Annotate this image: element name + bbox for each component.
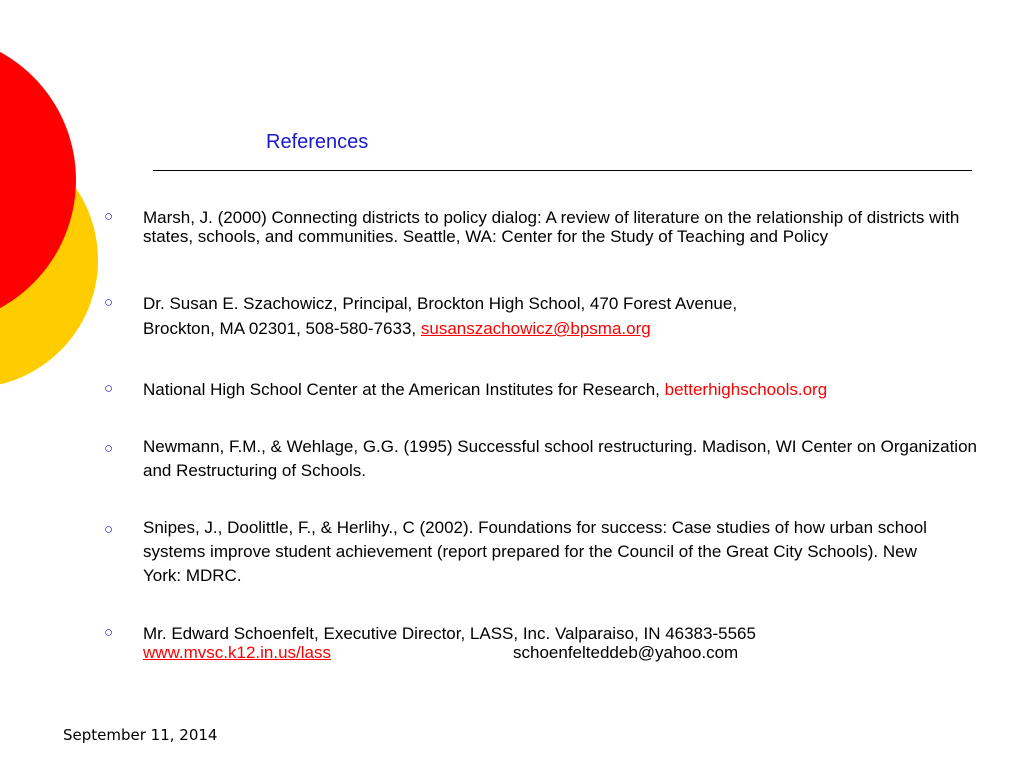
slide-title: References [266, 131, 369, 153]
bullet-icon: ○ [104, 294, 114, 311]
footer-date: September 11, 2014 [63, 726, 218, 744]
reference-item-newmann [104, 435, 994, 483]
reference-text: Newmann, F.M., & Wehlage, G.G. (1995) Successful school restructuring. Madison, WI Center on Organization and Restructuring of Schools. [143, 437, 977, 480]
email-link-szachowicz[interactable]: susanszachowicz@bpsma.org [420, 319, 651, 338]
reference-line-1: Dr. Susan E. Szachowicz, Principal, Brockton High School, 470 Forest Avenue, [143, 294, 738, 313]
reference-line-1: Mr. Edward Schoenfelt, Executive Director, LASS, Inc. Valparaiso, IN 46383-5565 [143, 624, 756, 643]
reference-item-schoenfelt [104, 624, 994, 662]
yellow-circle [0, 132, 98, 388]
bullet-icon: ○ [104, 380, 114, 397]
bullet-icon: ○ [104, 208, 114, 225]
bullet-icon: ○ [104, 624, 114, 641]
bullet-icon: ○ [104, 440, 114, 457]
reference-item-marsh [104, 208, 994, 246]
address-text: Brockton, MA 02301, 508-580-7633, [143, 319, 421, 338]
contact-email: schoenfelteddeb@yahoo.com [513, 643, 739, 662]
reference-line-2 [143, 319, 994, 338]
bullet-icon: ○ [104, 521, 114, 538]
website-link-betterhighschools[interactable]: betterhighschools.org [664, 380, 828, 399]
red-circle [0, 34, 76, 326]
reference-item-szachowicz [104, 294, 994, 338]
website-link-mvsc[interactable]: www.mvsc.k12.in.us/lass [143, 643, 331, 662]
reference-line-2 [143, 643, 994, 662]
title-divider [153, 170, 972, 171]
reference-text: Marsh, J. (2000) Connecting districts to policy dialog: A review of literature on the relationship of districts with states, schools, and communities. Seattle, WA: Center for the Study of Teaching and Policy [143, 208, 960, 246]
reference-item-nhsc [104, 380, 994, 399]
reference-item-snipes [104, 516, 994, 588]
reference-text: National High School Center at the American Institutes for Research, [143, 380, 665, 399]
reference-text: Snipes, J., Doolittle, F., & Herlihy., C (2002). Foundations for success: Case studies of how urban school systems improve student achievement (report prepared for the Council of the Great City Schools). New York: MDRC. [143, 518, 927, 585]
